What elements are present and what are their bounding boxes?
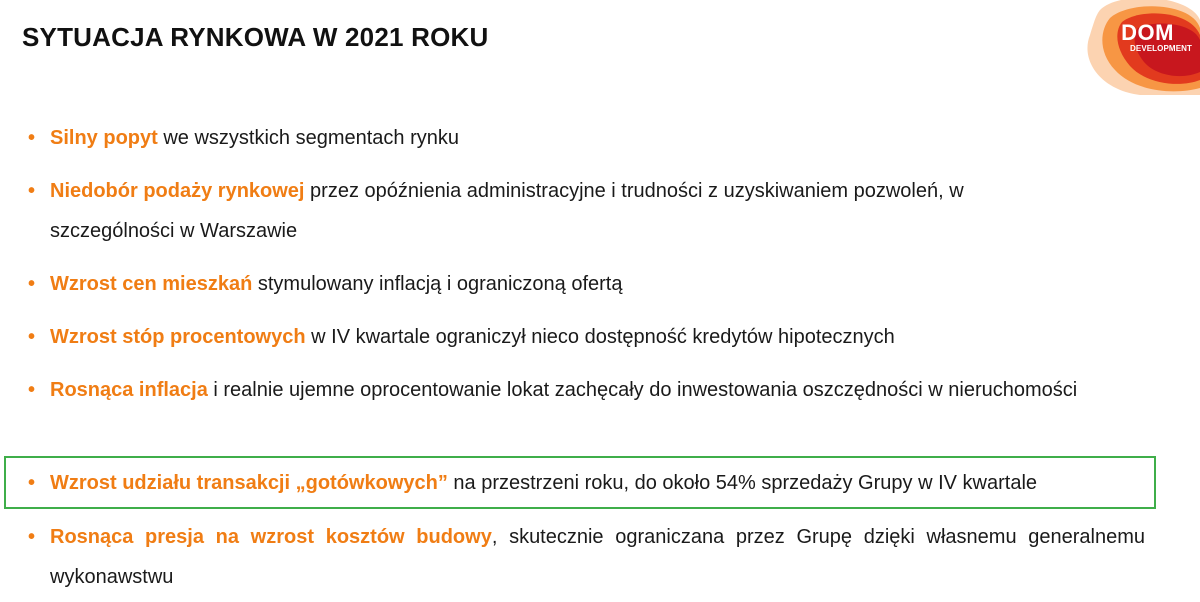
bullet-item <box>28 317 1145 357</box>
bullet-dot: • <box>28 379 36 401</box>
bullet-keyword: Wzrost udziału transakcji „gotówkowych” <box>50 472 448 494</box>
bullet-text: przez opóźnienia administracyjne i trudności z uzyskiwaniem pozwoleń, w szczególności w Warszawie <box>50 180 964 242</box>
bullet-text: stymulowany inflacją i ograniczoną ofertą <box>252 273 623 295</box>
slide-title: SYTUACJA RYNKOWA W 2021 ROKU <box>22 22 489 52</box>
bullet-dot: • <box>28 326 36 348</box>
bullet-item <box>28 517 1145 597</box>
bullet-item <box>28 171 1145 251</box>
bullet-dot: • <box>28 526 36 548</box>
bullet-dot: • <box>28 180 36 202</box>
bullet-text: , skutecznie ograniczana przez Grupę dzięki własnemu generalnemu wykonawstwu <box>50 526 1146 588</box>
bullet-item <box>28 118 1145 158</box>
bullet-keyword: Wzrost cen mieszkań <box>50 273 253 295</box>
bullet-text: i realnie ujemne oprocentowanie lokat zachęcały do inwestowania oszczędności w nieruchomości <box>207 379 1078 401</box>
bullet-text: we wszystkich segmentach rynku <box>157 127 460 149</box>
bullet-keyword: Wzrost stóp procentowych <box>50 326 306 348</box>
bullet-dot: • <box>28 273 36 295</box>
bullet-text: na przestrzeni roku, do około 54% sprzedaży Grupy w IV kwartale <box>447 472 1038 494</box>
bullet-dot: • <box>28 127 36 149</box>
logo-sub-text: DEVELOPMENT <box>1130 44 1192 53</box>
highlight-frame <box>4 456 1156 509</box>
bullet-keyword: Rosnąca inflacja <box>50 379 208 401</box>
logo-main-text: DOM <box>1121 20 1174 45</box>
bullet-item <box>28 264 1145 304</box>
bullet-dot: • <box>28 472 36 494</box>
bullet-keyword: Rosnąca presja na wzrost kosztów budowy <box>50 526 492 548</box>
dom-development-logo <box>1080 0 1200 95</box>
bullet-text: w IV kwartale ograniczył nieco dostępność kredytów hipotecznych <box>305 326 895 348</box>
bullet-keyword: Niedobór podaży rynkowej <box>50 180 305 202</box>
bullet-item <box>28 370 1145 410</box>
bullet-keyword: Silny popyt <box>50 127 158 149</box>
